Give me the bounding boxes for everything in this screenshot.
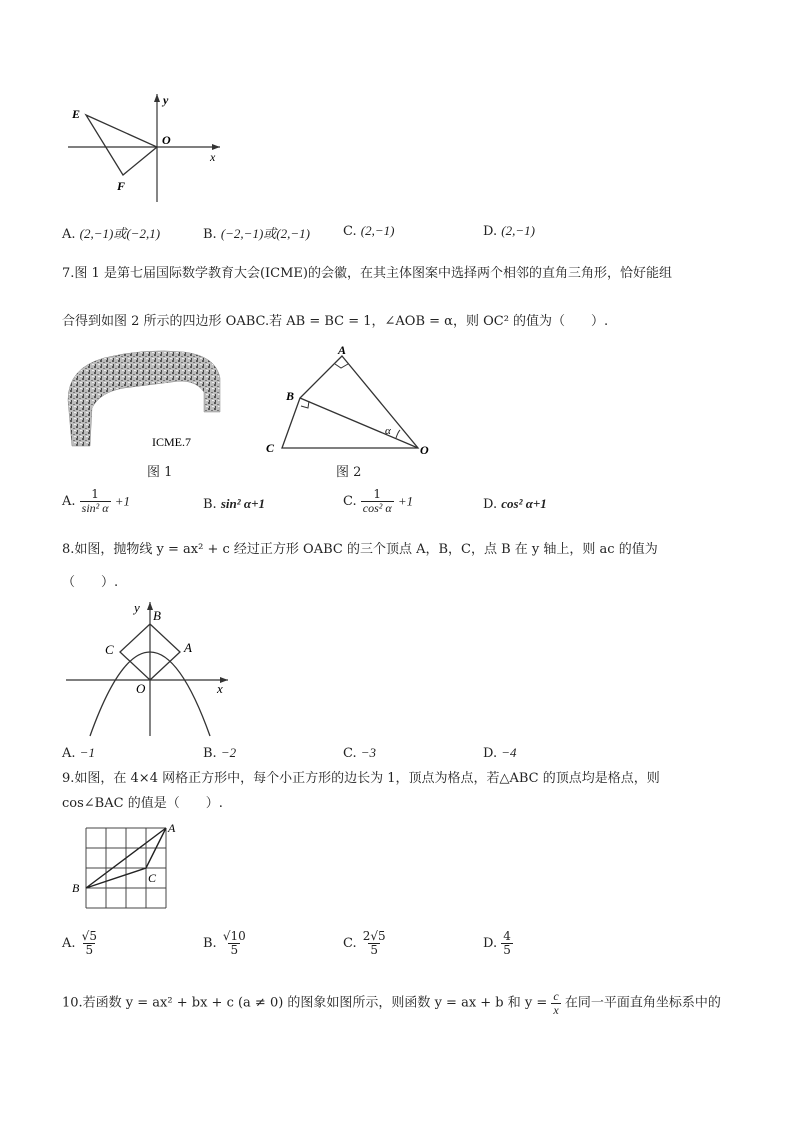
q9-option-d[interactable]: D. $\frac{4}{5}$ xyxy=(483,929,511,957)
q7-option-d[interactable]: D. cos² α+1 xyxy=(483,496,547,512)
q7-figure2-label-C: C xyxy=(266,441,275,455)
q8-stem-line1: 8.如图，抛物线 y = ax² + c 经过正方形 OABC 的三个顶点 A，B，C，点 B 在 y 轴上，则 ac 的值为 xyxy=(62,542,658,557)
q9-stem-line2: cos∠BAC 的值是（ ）. xyxy=(62,796,223,811)
q8-label-O: O xyxy=(136,681,146,696)
q6-label-F: F xyxy=(117,179,126,193)
q9-stem-line1: 9.如图，在 4×4 网格正方形中，每个小正方形的边长为 1，顶点为格点，若△ABC 的顶点均是格点，则 xyxy=(62,771,660,786)
q8-option-b[interactable]: B. −2 xyxy=(203,745,237,761)
q8-figure xyxy=(62,598,234,738)
q8-option-c[interactable]: C. −3 xyxy=(343,745,377,761)
q9-option-a[interactable]: A. $\frac{√5}{5}$ xyxy=(62,929,97,957)
q8-option-d[interactable]: D. −4 xyxy=(483,745,517,761)
q8-label-x: x xyxy=(217,681,223,696)
q7-figure1-caption: 图 1 xyxy=(147,465,173,480)
q7-option-b[interactable]: B. sin² α+1 xyxy=(203,496,265,512)
q7-figure2-label-B: B xyxy=(286,389,295,403)
q6-option-d[interactable]: D. (2,−1) xyxy=(483,223,535,239)
q9-option-b[interactable]: B. $\frac{√10}{5}$ xyxy=(203,929,246,957)
q9-figure xyxy=(66,820,186,914)
q7-figure2-label-alpha: α xyxy=(385,425,391,437)
q9-label-A: A xyxy=(168,821,176,835)
q6-option-b[interactable]: B. (−2,−1)或(2,−1) xyxy=(203,226,310,242)
q7-figure2 xyxy=(258,342,438,460)
q6-figure xyxy=(62,88,232,206)
q7-option-a[interactable]: A. $\frac{1}{\text{sin² α}}$ +1 xyxy=(62,487,130,515)
q8-label-C: C xyxy=(105,642,114,657)
q7-stem-line2: 合得到如图 2 所示的四边形 OABC.若 AB = BC = 1，∠AOB = α，则 OC² 的值为（ ）. xyxy=(62,314,609,329)
q6-option-a[interactable]: A. (2,−1)或(−2,1) xyxy=(62,226,161,242)
q9-label-C: C xyxy=(148,871,157,885)
q9-option-c[interactable]: C. $\frac{2√5}{5}$ xyxy=(343,929,386,957)
q8-label-B: B xyxy=(153,608,161,623)
q8-label-A: A xyxy=(184,640,192,655)
q7-figure2-caption: 图 2 xyxy=(336,465,362,480)
q6-label-y: y xyxy=(163,93,169,107)
q7-stem-line1: 7.图 1 是第七届国际数学教育大会(ICME)的会徽，在其主体图案中选择两个相邻的直角三角形，恰好能组 xyxy=(62,266,672,281)
q6-label-O: O xyxy=(162,133,171,147)
q7-option-c[interactable]: C. $\frac{1}{\text{cos² α}}$ +1 xyxy=(343,487,414,515)
q10-stem: 10.若函数 y = ax² + bx + c (a ≠ 0) 的图象如图所示，则函数 y = ax + b 和 y = $\frac{c}{x}$ 在同一平面直角坐标系中的 xyxy=(62,989,721,1017)
q6-option-c[interactable]: C. (2,−1) xyxy=(343,223,395,239)
q6-label-x: x xyxy=(210,150,216,164)
q7-figure2-label-O: O xyxy=(420,443,429,457)
q7-figure1-logo xyxy=(64,348,226,450)
q7-figure1-inner-caption: ICME.7 xyxy=(152,435,191,449)
q8-stem-line2: （ ）. xyxy=(62,575,119,590)
q6-label-E: E xyxy=(72,107,81,121)
q9-label-B: B xyxy=(72,881,80,895)
q7-figure2-label-A: A xyxy=(338,343,347,357)
q8-label-y: y xyxy=(134,600,140,615)
q8-option-a[interactable]: A. −1 xyxy=(62,745,95,761)
